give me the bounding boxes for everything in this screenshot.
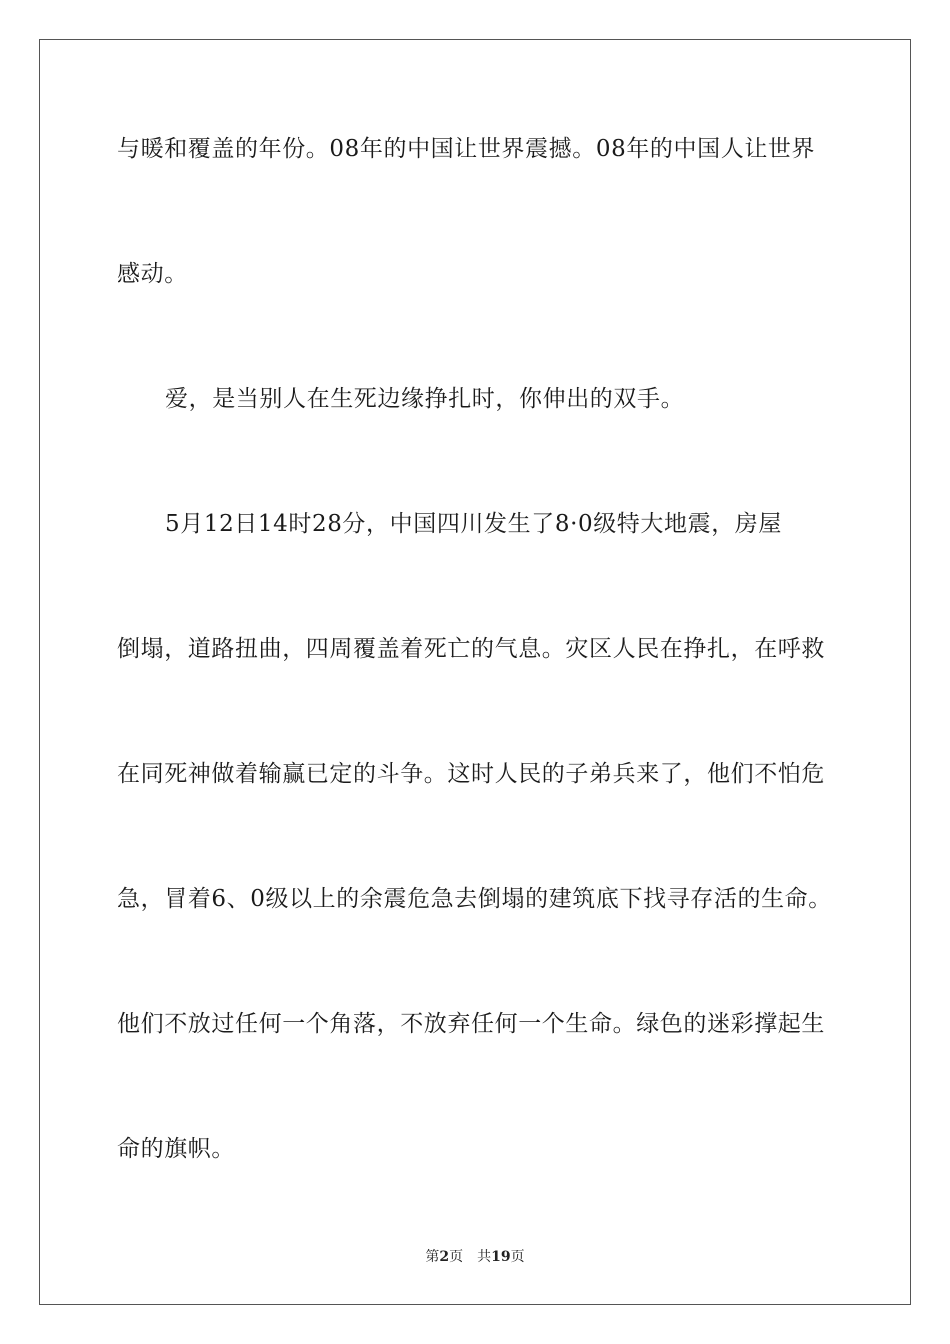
body-line-6: 在同死神做着输赢已定的斗争。这时人民的子弟兵来了，他们不怕危 xyxy=(117,761,825,787)
page-prefix: 第 xyxy=(425,1249,440,1265)
page-border xyxy=(39,39,911,1305)
body-line-8: 他们不放过任何一个角落，不放弃任何一个生命。绿色的迷彩撑起生 xyxy=(117,1011,825,1037)
total-suffix: 页 xyxy=(510,1249,525,1265)
body-line-3: 爱，是当别人在生死边缘挣扎时，你伸出的双手。 xyxy=(165,386,685,412)
body-line-2: 感动。 xyxy=(117,261,188,287)
body-line-5: 倒塌，道路扭曲，四周覆盖着死亡的气息。灾区人民在挣扎，在呼救 xyxy=(117,636,825,662)
body-line-1: 与暖和覆盖的年份。08年的中国让世界震撼。08年的中国人让世界 xyxy=(117,136,816,162)
page-footer xyxy=(0,1248,950,1266)
page-number: 2 xyxy=(439,1249,450,1265)
body-line-4: 5月12日14时28分，中国四川发生了8·0级特大地震，房屋 xyxy=(165,511,783,537)
page-suffix: 页 xyxy=(449,1249,464,1265)
body-line-9: 命的旗帜。 xyxy=(117,1136,235,1162)
body-line-7: 急，冒着6、0级以上的余震危急去倒塌的建筑底下找寻存活的生命。 xyxy=(117,886,832,912)
total-pages: 19 xyxy=(491,1249,511,1265)
total-prefix: 共 xyxy=(477,1249,492,1265)
